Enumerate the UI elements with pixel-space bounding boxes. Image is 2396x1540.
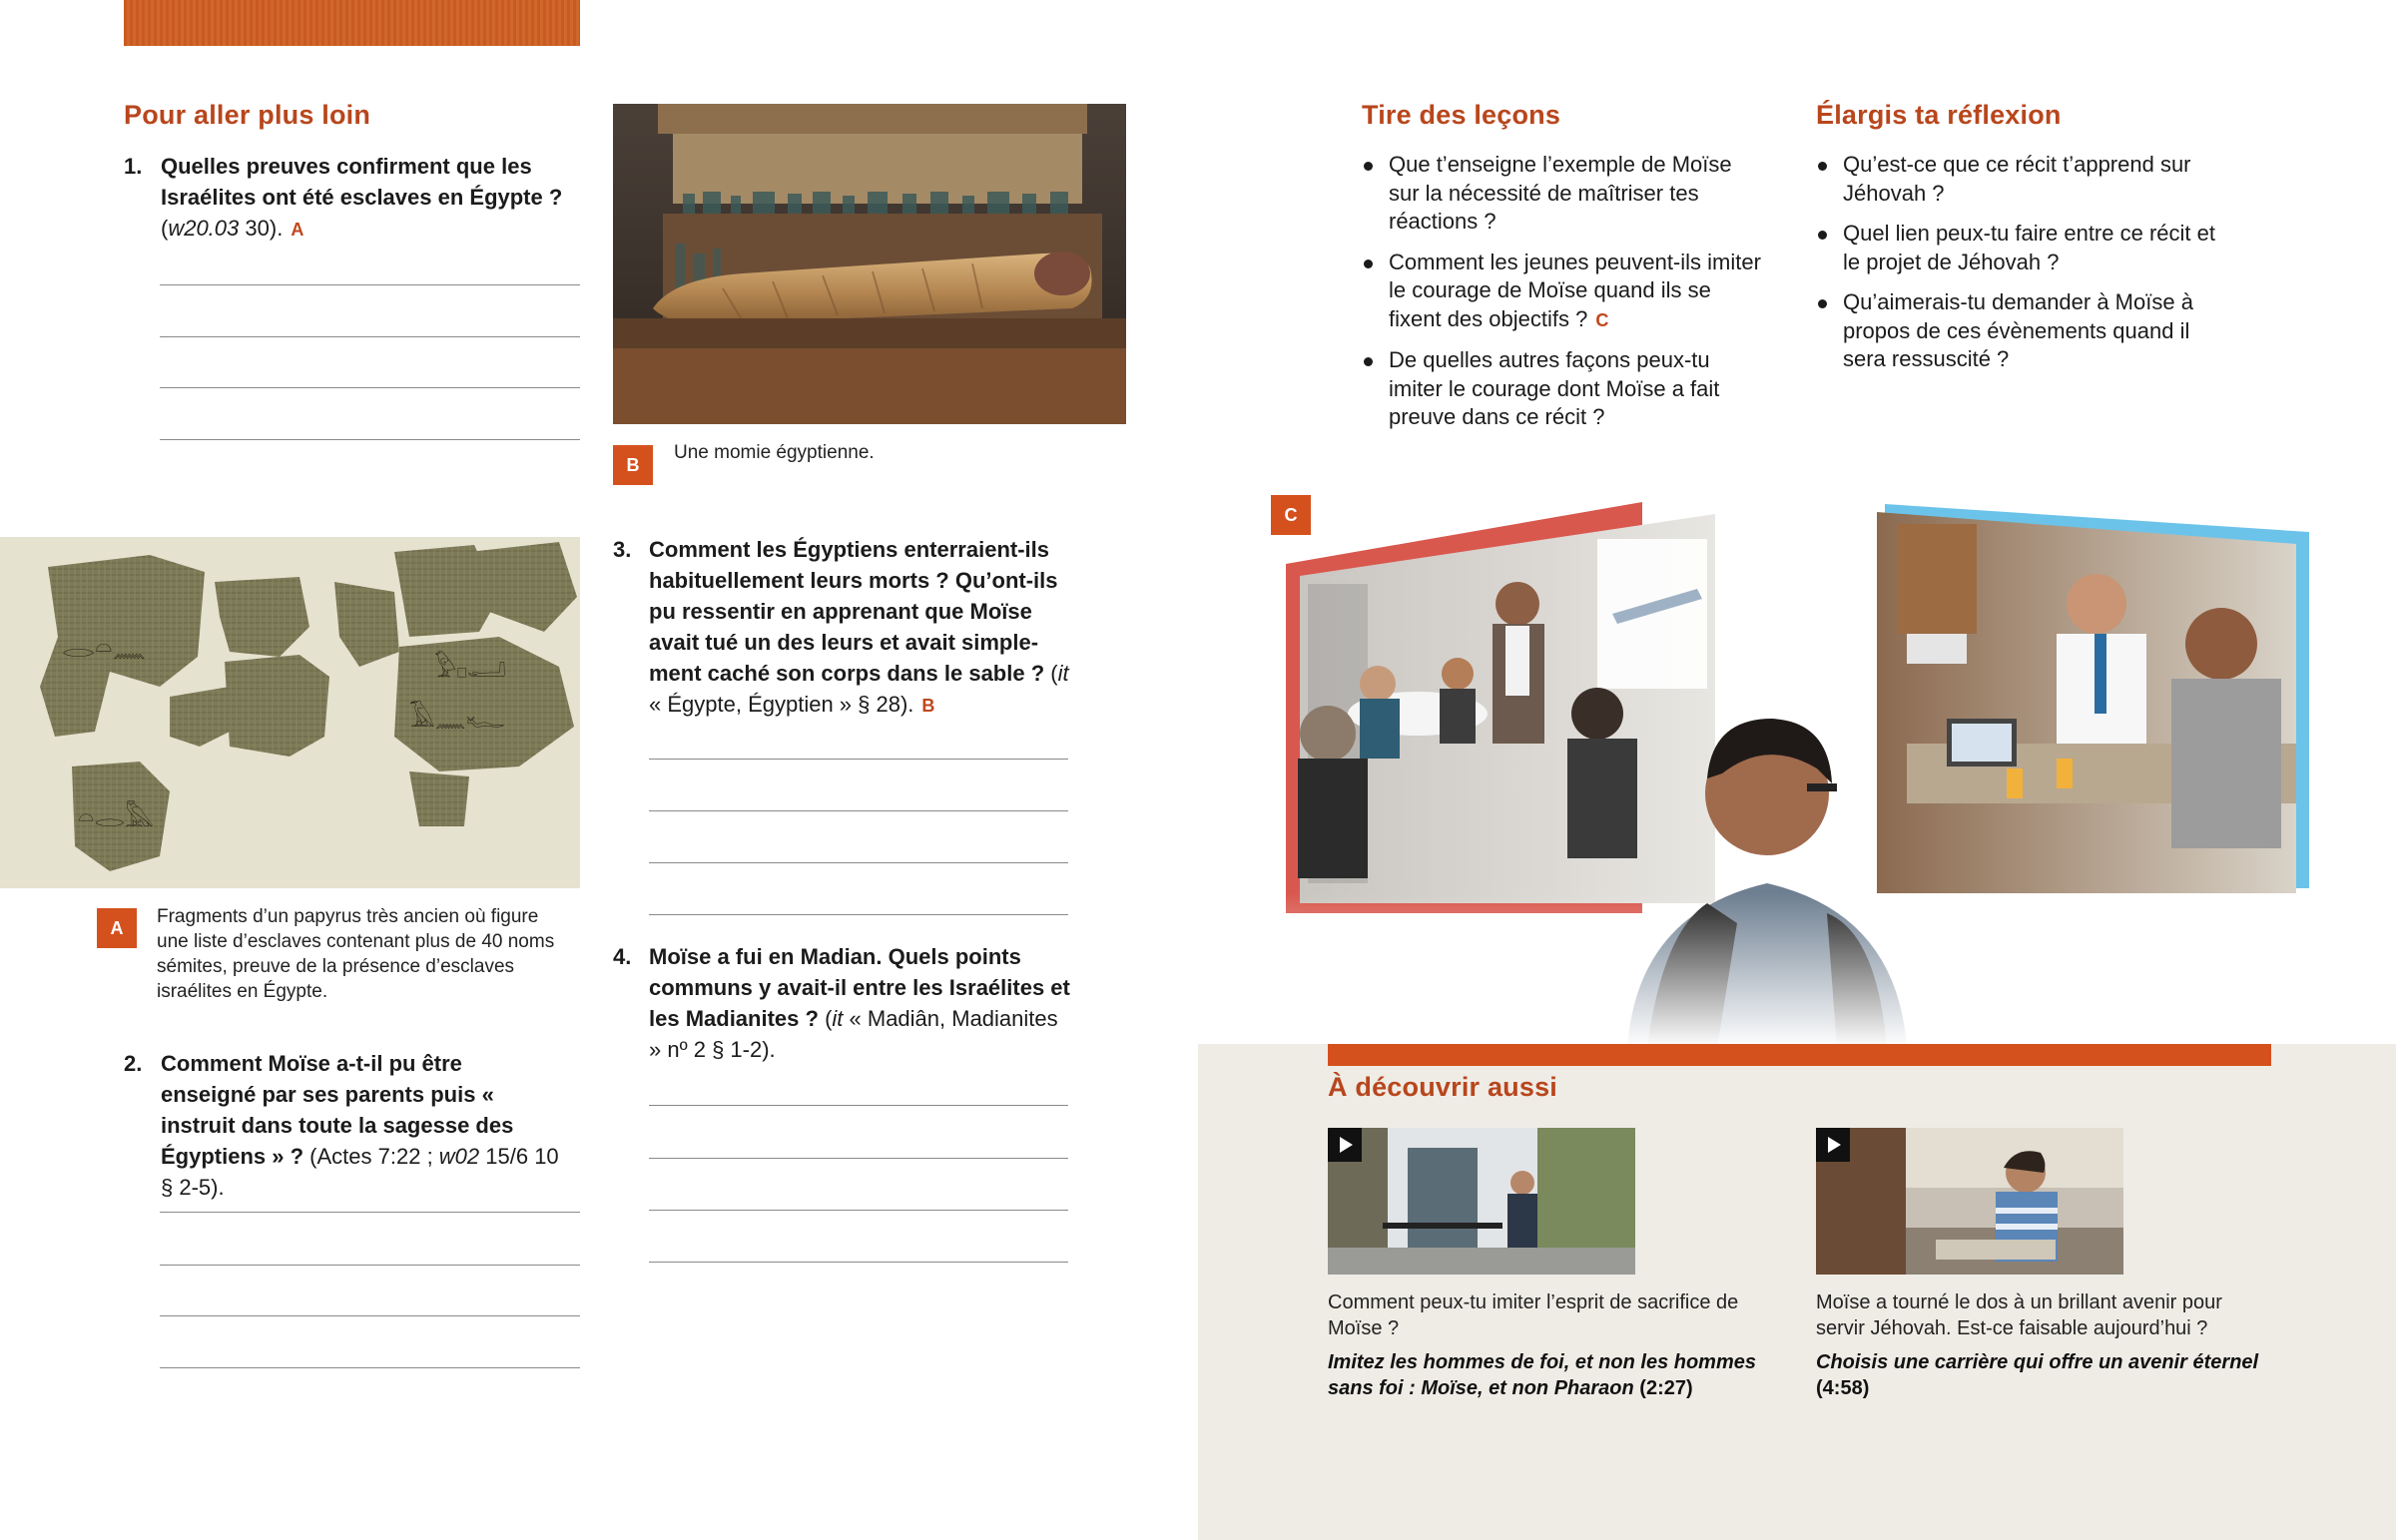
answer-line[interactable]	[160, 439, 580, 440]
answer-line[interactable]	[649, 862, 1068, 863]
answer-line[interactable]	[160, 1367, 580, 1368]
video-title-link[interactable]: Imitez les hommes de foi, et non les hommes sans foi : Moïse, et non Pharaon (2:27)	[1328, 1351, 1756, 1399]
papyrus-image	[0, 537, 580, 888]
papyrus-glyphs: 𓏏𓂋𓅓	[78, 803, 155, 833]
figure-marker-a: A	[291, 220, 304, 240]
play-icon[interactable]	[1328, 1128, 1362, 1162]
question-number: 2.	[124, 1051, 143, 1076]
question-3	[613, 534, 1072, 722]
answer-line[interactable]	[160, 1212, 580, 1213]
career-choice-illustration	[1268, 494, 2316, 1048]
answer-line[interactable]	[160, 336, 580, 337]
question-number: 1.	[124, 154, 143, 179]
reference: (it « Égypte, Égyptien » § 28).	[649, 661, 1069, 717]
answer-line[interactable]	[160, 284, 580, 285]
discover-heading: À découvrir aussi	[1328, 1072, 1557, 1102]
question-number: 3.	[613, 537, 632, 562]
video-thumbnail-2[interactable]	[1816, 1128, 2123, 1275]
lesson-item: Que t’enseigne l’exemple de Moïse sur la nécessité de maîtriser tes réactions ?	[1362, 151, 1761, 237]
answer-line[interactable]	[649, 1262, 1068, 1263]
reflect-item: Qu’est-ce que ce récit t’apprend sur Jéhovah ?	[1816, 151, 2215, 208]
reference: (w20.03 30).	[161, 216, 284, 241]
answer-line[interactable]	[649, 914, 1068, 915]
figure-b-caption: Une momie égyptienne.	[674, 442, 875, 463]
reflect-item: Qu’aimerais-tu demander à Moïse à propos de ces évènements quand il sera ressuscité ?	[1816, 288, 2215, 374]
video-info-2	[1816, 1289, 2275, 1401]
further-study-heading: Pour aller plus loin	[124, 100, 371, 130]
answer-line[interactable]	[160, 387, 580, 388]
decorative-header-strip	[124, 0, 580, 46]
reflect-list	[1816, 151, 2215, 386]
answer-line[interactable]	[649, 1105, 1068, 1106]
video-thumbnail-1[interactable]	[1328, 1128, 1635, 1275]
career-scene	[1268, 494, 2316, 1048]
papyrus-glyphs: 𓂋𓏏𓈖	[62, 631, 147, 664]
discover-panel	[1198, 1044, 2396, 1540]
video-info-1	[1328, 1289, 1767, 1401]
answer-line[interactable]	[649, 1158, 1068, 1159]
video-duration: (4:58)	[1816, 1377, 1870, 1399]
video-2-scene	[1816, 1128, 2123, 1275]
lesson-item: Comment les jeunes peuvent-ils imiter le courage de Moïse quand ils se fixent des objectifs ? C	[1362, 249, 1761, 335]
answer-line[interactable]	[649, 810, 1068, 811]
video-duration: (2:27)	[1639, 1377, 1693, 1399]
lessons-list	[1362, 151, 1761, 444]
papyrus-glyphs: 𓄿𓈖𓆑	[409, 704, 505, 734]
question-2	[124, 1048, 563, 1203]
discover-accent-bar	[1328, 1044, 2271, 1066]
papyrus-glyphs: 𓅱𓊪𓂝	[434, 654, 506, 684]
figure-marker-c: C	[1595, 309, 1609, 330]
figure-label-b: B	[613, 445, 653, 485]
question-1	[124, 151, 563, 246]
reference: (it « Madiân, Madianites » nº 2 § 1-2).	[649, 1006, 1058, 1062]
question-text: Comment les Égyptiens enterraient-ils habituellement leurs morts ? Qu’ont-ils pu ressentir en apprenant que Moïse avait tué un des leurs et avait simple-ment caché son corps dans le sable ?	[649, 537, 1058, 686]
video-question: Comment peux-tu imiter l’esprit de sacrifice de Moïse ?	[1328, 1291, 1739, 1339]
lesson-item: De quelles autres façons peux-tu imiter le courage dont Moïse a fait preuve dans ce récit ?	[1362, 346, 1761, 432]
reflect-heading: Élargis ta réflexion	[1816, 100, 2062, 130]
mummy-illustration	[613, 104, 1126, 424]
mummy-image	[613, 104, 1126, 424]
answer-line[interactable]	[649, 1210, 1068, 1211]
figure-label-a: A	[97, 908, 137, 948]
answer-line[interactable]	[160, 1265, 580, 1266]
figure-a-caption: Fragments d’un papyrus très ancien où figure une liste d’esclaves contenant plus de 40 noms sémites, preuve de la présence d’esclaves israélites en Égypte.	[157, 906, 555, 1002]
papyrus-illustration	[0, 537, 580, 888]
answer-line[interactable]	[160, 1315, 580, 1316]
question-text: Quelles preuves confirment que les Israélites ont été esclaves en Égypte ?	[161, 154, 563, 210]
figure-marker-b: B	[921, 696, 935, 716]
question-text: Moïse a fui en Madian. Quels points communs y avait-il entre les Israélites et les Madianites ?	[649, 944, 1070, 1031]
lessons-heading: Tire des leçons	[1362, 100, 1561, 130]
answer-line[interactable]	[649, 759, 1068, 760]
question-number: 4.	[613, 944, 632, 969]
reflect-item: Quel lien peux-tu faire entre ce récit et le projet de Jéhovah ?	[1816, 220, 2215, 276]
video-title-link[interactable]: Choisis une carrière qui offre un avenir éternel (4:58)	[1816, 1351, 2259, 1399]
reference: (Actes 7:22 ; w02 15/6 10 § 2-5).	[161, 1144, 559, 1200]
question-4	[613, 941, 1072, 1065]
video-question: Moïse a tourné le dos à un brillant avenir pour servir Jéhovah. Est-ce faisable aujourd’hui ?	[1816, 1291, 2222, 1339]
video-1-scene	[1328, 1128, 1635, 1275]
play-icon[interactable]	[1816, 1128, 1850, 1162]
question-text: Comment Moïse a-t-il pu être enseigné par ses parents puis « instruit dans toute la sagesse des Égyptiens » ?	[161, 1051, 514, 1169]
